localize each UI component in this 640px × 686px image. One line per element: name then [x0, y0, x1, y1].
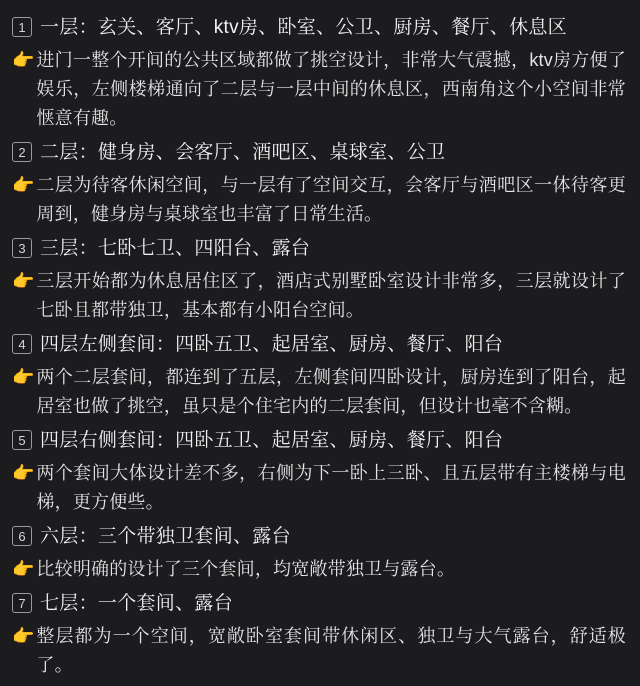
section-6: [12, 523, 626, 584]
section-heading-row: [12, 590, 626, 618]
section-paragraph: [12, 622, 626, 680]
section-paragraph: [12, 267, 626, 325]
section-heading-text: 四层左侧套间：四卧五卫、起居室、厨房、餐厅、阳台: [40, 334, 504, 355]
section-number-badge: 2: [12, 142, 32, 162]
section-paragraph: [12, 459, 626, 517]
section-heading-row: [12, 14, 626, 42]
section-heading-row: [12, 427, 626, 455]
section-paragraph-text: 比较明确的设计了三个套间，均宽敞带独卫与露台。: [36, 559, 456, 579]
pointing-hand-icon: 👉: [12, 626, 35, 646]
section-paragraph: [12, 171, 626, 229]
section-heading-text: 一层：玄关、客厅、ktv房、卧室、公卫、厨房、餐厅、休息区: [40, 17, 567, 38]
section-heading-text: 三层：七卧七卫、四阳台、露台: [40, 238, 311, 259]
section-number-badge: 1: [12, 17, 32, 37]
section-paragraph-text: 二层为待客休闲空间，与一层有了空间交互，会客厅与酒吧区一体待客更周到，健身房与桌球室也丰富了日常生活。: [36, 175, 626, 224]
section-heading-text: 六层：三个带独卫套间、露台: [40, 526, 291, 547]
section-2: [12, 139, 626, 229]
pointing-hand-icon: 👉: [12, 559, 35, 579]
section-heading-row: [12, 331, 626, 359]
section-paragraph: [12, 555, 626, 584]
pointing-hand-icon: 👉: [12, 271, 35, 291]
section-paragraph-text: 整层都为一个空间，宽敞卧室套间带休闲区、独卫与大气露台，舒适极了。: [36, 626, 626, 675]
pointing-hand-icon: 👉: [12, 367, 35, 387]
section-7: [12, 590, 626, 680]
section-number-badge: 5: [12, 430, 32, 450]
section-5: [12, 427, 626, 517]
section-number-badge: 6: [12, 526, 32, 546]
section-heading-row: [12, 523, 626, 551]
section-4: [12, 331, 626, 421]
pointing-hand-icon: 👉: [12, 175, 35, 195]
section-paragraph: [12, 363, 626, 421]
section-heading-text: 四层右侧套间：四卧五卫、起居室、厨房、餐厅、阳台: [40, 430, 504, 451]
section-paragraph-text: 两个二层套间，都连到了五层，左侧套间四卧设计，厨房连到了阳台，起居室也做了挑空，虽只是个住宅内的二层套间，但设计也毫不含糊。: [36, 367, 626, 416]
section-paragraph-text: 两个套间大体设计差不多，右侧为下一卧上三卧、且五层带有主楼梯与电梯，更方便些。: [36, 463, 626, 512]
section-paragraph: [12, 46, 626, 133]
section-number-badge: 4: [12, 334, 32, 354]
section-heading-text: 二层：健身房、会客厅、酒吧区、桌球室、公卫: [40, 142, 446, 163]
section-number-badge: 3: [12, 238, 32, 258]
section-heading-text: 七层：一个套间、露台: [40, 593, 234, 614]
section-paragraph-text: 进门一整个开间的公共区域都做了挑空设计，非常大气震撼，ktv房方便了娱乐，左侧楼梯通向了二层与一层中间的休息区，西南角这个小空间非常惬意有趣。: [36, 50, 626, 128]
section-paragraph-text: 三层开始都为休息居住区了，酒店式别墅卧室设计非常多，三层就设计了七卧且都带独卫，基本都有小阳台空间。: [36, 271, 626, 320]
section-3: [12, 235, 626, 325]
section-heading-row: [12, 235, 626, 263]
section-1: [12, 14, 626, 133]
pointing-hand-icon: 👉: [12, 463, 35, 483]
section-heading-row: [12, 139, 626, 167]
section-number-badge: 7: [12, 593, 32, 613]
pointing-hand-icon: 👉: [12, 50, 35, 70]
